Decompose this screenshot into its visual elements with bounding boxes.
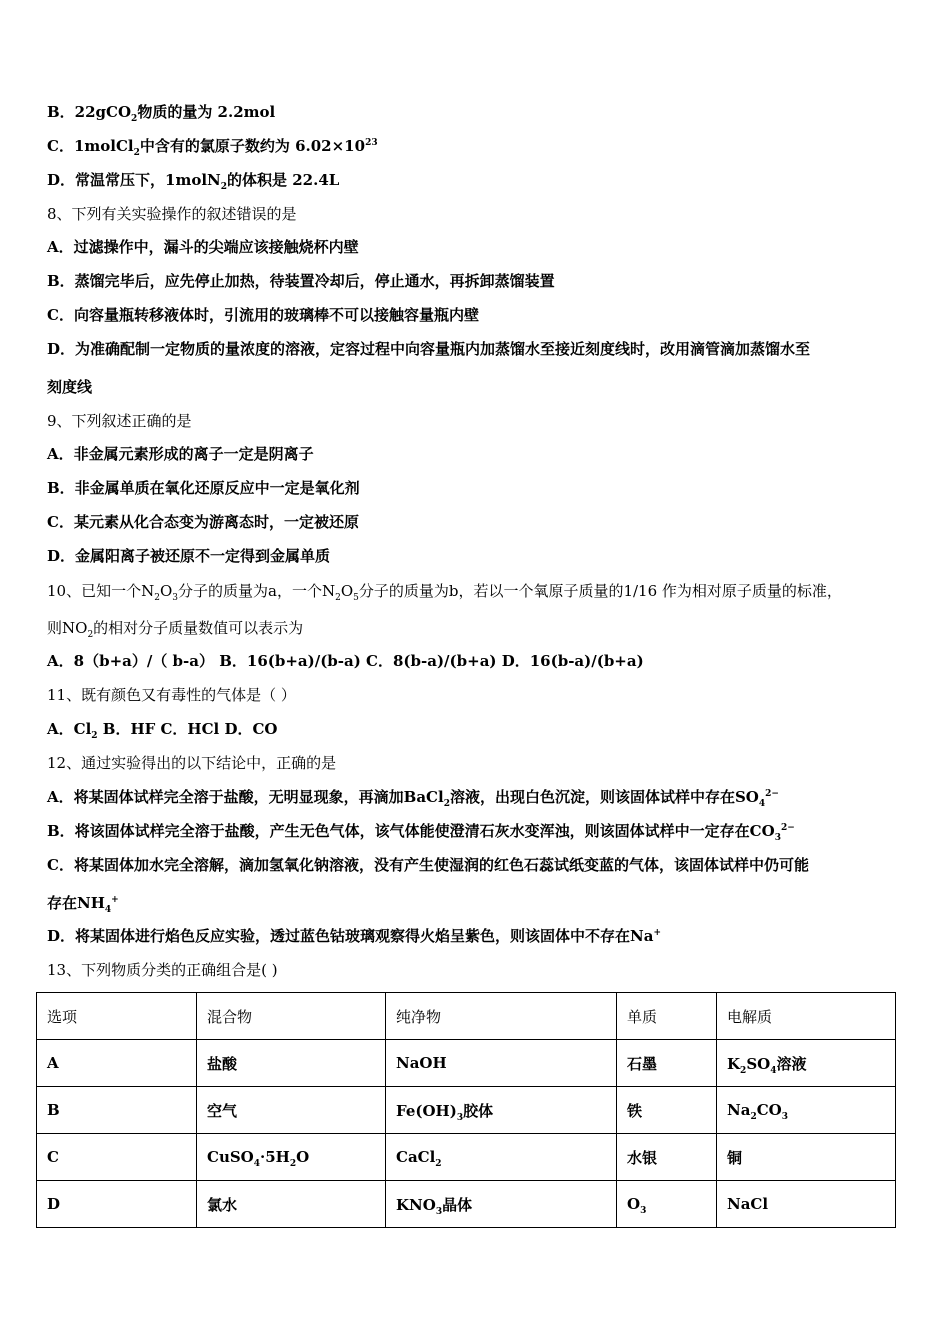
superscript: 2− [780, 823, 795, 833]
subscript: 4 [758, 799, 766, 809]
text-segment: 中含有的氯原子数约为 6.02×10 [139, 137, 366, 155]
subscript: 2 [750, 1112, 757, 1122]
text-segment: D．金属阳离子被还原不一定得到金属单质 [47, 547, 331, 565]
text-segment: 12、通过实验得出的以下结论中，正确的是 [47, 754, 337, 772]
text-segment: 10、已知一个N [47, 582, 155, 600]
subscript: 2 [133, 148, 140, 158]
text-segment: A．8（b+a）/（ b-a） B．16(b+a)/(b-a) C．8(b-a)/(b+a) D．16(b-a)/(b+a) [47, 652, 644, 670]
text-line [47, 893, 119, 913]
text-segment: 存在NH [47, 894, 105, 912]
table-cell [37, 1087, 197, 1134]
subscript: 3 [774, 833, 781, 843]
text-segment: B．将该固体试样完全溶于盐酸，产生无色气体，该气体能使澄清石灰水变浑浊，则该固体试样中一定存在CO [47, 822, 775, 840]
subscript: 3 [435, 1206, 443, 1217]
text-line [47, 753, 336, 773]
table-cell [717, 1040, 896, 1087]
subscript: 3 [640, 1206, 647, 1216]
table-row [37, 1040, 896, 1087]
text-segment: CaCl [396, 1148, 436, 1166]
table-row [37, 1134, 896, 1181]
table-cell [197, 1134, 386, 1181]
superscript: + [111, 895, 119, 905]
text-line [47, 170, 339, 190]
text-segment: C．1molCl [47, 137, 134, 155]
text-segment: O [159, 582, 173, 600]
subscript: 4 [104, 905, 112, 915]
text-segment: 纯净物 [396, 1007, 442, 1026]
subscript: 2 [154, 593, 160, 603]
text-segment: O [627, 1195, 641, 1213]
text-segment: D [47, 1195, 61, 1213]
text-line [47, 237, 359, 257]
text-segment: 胶体 [463, 1101, 494, 1120]
subscript: 2 [220, 182, 227, 192]
text-line [47, 339, 810, 359]
text-segment: A．Cl [47, 720, 92, 738]
superscript: + [653, 928, 661, 938]
table-cell [197, 1087, 386, 1134]
table-cell [197, 1181, 386, 1228]
text-line [47, 102, 275, 122]
subscript: 2 [91, 731, 98, 741]
text-line [47, 546, 330, 566]
text-segment: CuSO [207, 1148, 254, 1166]
text-line [47, 136, 378, 156]
table-row [37, 1087, 896, 1134]
subscript: 2 [443, 799, 450, 809]
text-segment: 混合物 [207, 1007, 253, 1026]
table-cell [197, 1040, 386, 1087]
text-segment: 单质 [627, 1007, 658, 1026]
text-line [47, 411, 192, 431]
text-segment: 氯水 [207, 1195, 238, 1214]
subscript: 2 [87, 630, 94, 640]
text-segment: B．非金属单质在氧化还原反应中一定是氧化剂 [47, 479, 360, 497]
text-line [47, 271, 555, 291]
table-header-cell [617, 993, 717, 1040]
text-segment: 9、下列叙述正确的是 [47, 412, 192, 430]
superscript: 2− [765, 789, 779, 799]
table-cell [37, 1040, 197, 1087]
table-cell [617, 1181, 717, 1228]
text-segment: A．非金属元素形成的离子一定是阴离子 [47, 445, 314, 463]
text-segment: A．将某固体试样完全溶于盐酸，无明显现象，再滴加BaCl [47, 788, 444, 806]
table-cell [717, 1087, 896, 1134]
text-line [47, 960, 278, 980]
text-segment: C．某元素从化合态变为游离态时，一定被还原 [47, 513, 359, 531]
table-cell [617, 1134, 717, 1181]
text-segment: 空气 [207, 1101, 238, 1120]
table-cell [37, 1134, 197, 1181]
text-segment: Na [727, 1101, 751, 1119]
table-cell [386, 1181, 617, 1228]
text-segment: B．HF C．HCl D．CO [97, 720, 278, 738]
table-cell [617, 1087, 717, 1134]
superscript: 23 [365, 138, 378, 148]
subscript: 4 [770, 1065, 777, 1076]
subscript: 5 [353, 593, 359, 603]
text-segment: 电解质 [727, 1007, 773, 1026]
table-cell [386, 1087, 617, 1134]
text-segment: KNO [396, 1195, 436, 1214]
table-cell [617, 1040, 717, 1087]
text-segment: 11、既有颜色又有毒性的气体是（ ） [47, 686, 296, 704]
text-segment: B．蒸馏完毕后，应先停止加热，待装置冷却后，停止通水，再拆卸蒸馏装置 [47, 272, 555, 290]
text-segment: 的相对分子质量数值可以表示为 [93, 619, 304, 637]
text-segment: SO [746, 1054, 771, 1073]
text-segment: 13、下列物质分类的正确组合是( ) [47, 961, 278, 979]
subscript: 2 [740, 1065, 747, 1076]
text-line [47, 855, 809, 875]
text-line [47, 444, 314, 464]
text-segment: 则NO [47, 619, 88, 637]
subscript: 2 [435, 1159, 442, 1169]
text-segment: NaCl [727, 1195, 769, 1213]
text-segment: Fe(OH) [396, 1101, 457, 1120]
text-line [47, 787, 779, 807]
table-cell [717, 1134, 896, 1181]
text-segment: A [47, 1054, 59, 1072]
text-segment: 盐酸 [207, 1054, 238, 1073]
text-segment: ·5H [260, 1148, 290, 1166]
text-segment: O [340, 582, 354, 600]
table-cell [386, 1040, 617, 1087]
table-cell [37, 1181, 197, 1228]
text-segment: O [296, 1148, 310, 1166]
text-segment: 溶液 [776, 1054, 807, 1073]
subscript: 2 [131, 114, 138, 124]
classification-table [36, 992, 896, 1228]
text-segment: 水银 [627, 1148, 658, 1167]
text-line [47, 204, 297, 224]
text-segment: 分子的质量为b，若以一个氧原子质量的1/16 作为相对原子质量的标准， [358, 582, 842, 600]
text-line [47, 377, 92, 397]
text-segment: 刻度线 [47, 378, 93, 396]
subscript: 3 [456, 1112, 464, 1123]
text-line [47, 618, 303, 638]
text-segment: 的体积是 22.4L [227, 171, 340, 189]
subscript: 2 [335, 593, 341, 603]
table-row [37, 1181, 896, 1228]
text-segment: 铜 [727, 1148, 743, 1167]
table-cell [386, 1134, 617, 1181]
text-segment: C [47, 1148, 59, 1166]
table-header-cell [386, 993, 617, 1040]
table-cell [717, 1181, 896, 1228]
text-segment: B [47, 1101, 60, 1119]
text-line [47, 719, 277, 739]
text-segment: 铁 [627, 1101, 643, 1120]
text-segment: K [727, 1054, 741, 1073]
text-line [47, 685, 296, 705]
text-segment: D．将某固体进行焰色反应实验，透过蓝色钴玻璃观察得火焰呈紫色，则该固体中不存在Na [47, 927, 654, 945]
text-segment: B．22gCO [47, 103, 132, 121]
text-segment: NaOH [396, 1054, 447, 1072]
subscript: 3 [781, 1112, 788, 1122]
table-header-cell [717, 993, 896, 1040]
text-segment: 8、下列有关实验操作的叙述错误的是 [47, 205, 297, 223]
text-segment: 选项 [47, 1007, 78, 1026]
table-header-cell [197, 993, 386, 1040]
table-header-row [37, 993, 896, 1040]
subscript: 3 [172, 593, 178, 603]
text-segment: 晶体 [442, 1195, 473, 1214]
text-segment: C．向容量瓶转移液体时，引流用的玻璃棒不可以接触容量瓶内壁 [47, 306, 479, 324]
subscript: 4 [253, 1159, 261, 1169]
text-segment: 物质的量为 2.2mol [137, 103, 276, 121]
text-line [47, 926, 661, 946]
text-segment: CO [756, 1101, 782, 1119]
text-line [47, 651, 644, 671]
text-line [47, 512, 359, 532]
text-line [47, 821, 795, 841]
text-line [47, 305, 479, 325]
text-segment: D．常温常压下，1molN [47, 171, 221, 189]
text-segment: A．过滤操作中，漏斗的尖端应该接触烧杯内壁 [47, 238, 359, 256]
text-segment: C．将某固体加水完全溶解，滴加氢氧化钠溶液，没有产生使湿润的红色石蕊试纸变蓝的气体，该固体试样中仍可能 [47, 856, 809, 874]
table-header-cell [37, 993, 197, 1040]
text-segment: 石墨 [627, 1054, 658, 1073]
subscript: 2 [289, 1159, 297, 1169]
text-segment: 溶液，出现白色沉淀，则该固体试样中存在SO [449, 788, 759, 806]
text-segment: 分子的质量为a，一个N [178, 582, 336, 600]
text-line [47, 581, 842, 601]
text-line [47, 478, 360, 498]
text-segment: D．为准确配制一定物质的量浓度的溶液，定容过程中向容量瓶内加蒸馏水至接近刻度线时，改用滴管滴加蒸馏水至 [47, 340, 811, 358]
